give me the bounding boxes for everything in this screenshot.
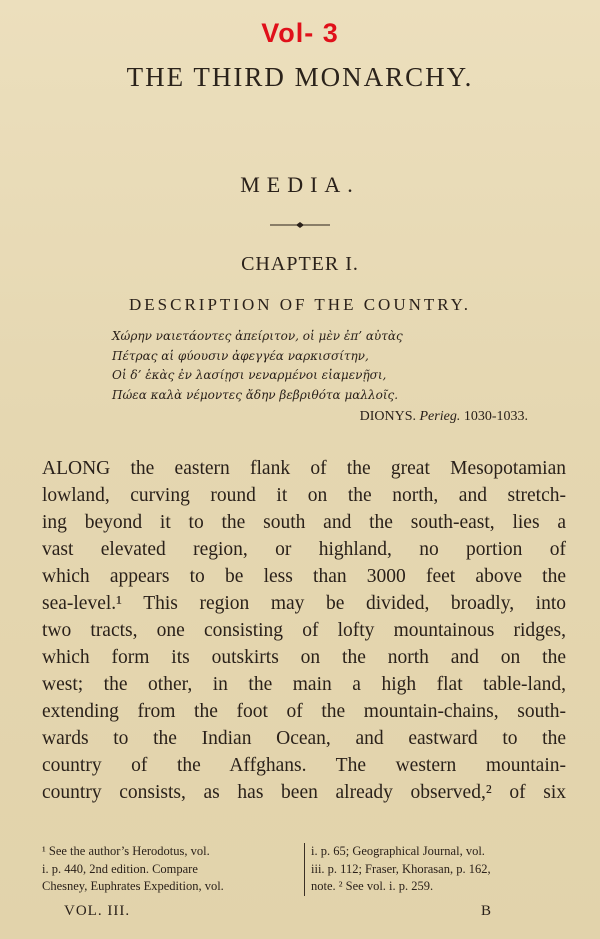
footnote-line: Chesney, Euphrates Expedition, vol. bbox=[42, 879, 224, 893]
body-line: country consists, as has been already observed,² of six bbox=[42, 782, 566, 803]
footnote-line: i. p. 65; Geographical Journal, vol. bbox=[311, 844, 485, 858]
body-line: west; the other, in the main a high flat table-land, bbox=[42, 674, 566, 695]
footnote-column-left bbox=[42, 843, 302, 896]
chapter-heading: CHAPTER I. bbox=[241, 253, 359, 275]
footnote-column-right bbox=[304, 843, 573, 896]
epigraph-line: Πέτρας αἱ φύουσιν ἀφεγγέα ναρκισσίτην, bbox=[112, 348, 369, 363]
epigraph-line: Οἱ δ’ ἑκὰς ἐν λασίῃσι νεναρμένοι εἰαμενῇσι, bbox=[112, 368, 387, 382]
volume-tag: Vol- 3 bbox=[261, 18, 339, 48]
volume-signature: VOL. III. bbox=[64, 903, 131, 919]
running-head: THE THIRD MONARCHY. bbox=[126, 62, 474, 92]
divider-ornament bbox=[270, 221, 330, 229]
body-line: lowland, curving round it on the north, and stretch- bbox=[42, 485, 566, 506]
body-line: ALONG the eastern flank of the great Mesopotamian bbox=[42, 458, 566, 479]
footnote-line: note. ² See vol. i. p. 259. bbox=[311, 879, 434, 893]
section-title: MEDIA. bbox=[240, 172, 360, 197]
footnote-line: ¹ See the author’s Herodotus, vol. bbox=[42, 844, 210, 858]
body-line: two tracts, one consisting of lofty mountainous ridges, bbox=[42, 620, 566, 641]
signature-mark: B bbox=[481, 903, 492, 919]
body-line: country of the Affghans. The western mountain- bbox=[42, 755, 566, 776]
footnote-line: iii. p. 112; Fraser, Khorasan, p. 162, bbox=[311, 861, 491, 876]
epigraph-author: DIONYS. bbox=[359, 409, 416, 424]
chapter-subtitle: DESCRIPTION OF THE COUNTRY. bbox=[128, 295, 472, 314]
epigraph-attribution bbox=[112, 407, 562, 427]
body-line: extending from the foot of the mountain-chains, south- bbox=[42, 701, 566, 722]
body-line: sea-level.¹ This region may be divided, broadly, into bbox=[42, 593, 566, 614]
epigraph bbox=[112, 327, 562, 427]
body-line: wards to the Indian Ocean, and eastward to the bbox=[42, 728, 566, 749]
footnote-line: i. p. 440, 2nd edition. Compare bbox=[42, 861, 198, 876]
body-paragraph bbox=[42, 455, 566, 806]
epigraph-work: Perieg. bbox=[419, 409, 461, 424]
epigraph-line: Πώεα καλὰ νέμοντες ἄδην βεβριθότα μαλλοῖς. bbox=[112, 387, 399, 402]
epigraph-line: Χώρην ναιετάοντες ἀπείριτον, οἱ μὲν ἐπ’ αὐτὰς bbox=[112, 329, 403, 343]
body-line: vast elevated region, or highland, no portion of bbox=[42, 539, 566, 560]
body-line: ing beyond it to the south and the south-east, lies a bbox=[42, 512, 566, 533]
epigraph-lines-ref: 1030-1033. bbox=[463, 409, 528, 424]
body-line: which form its outskirts on the north and on the bbox=[42, 647, 566, 668]
body-line: which appears to be less than 3000 feet above the bbox=[42, 566, 566, 587]
